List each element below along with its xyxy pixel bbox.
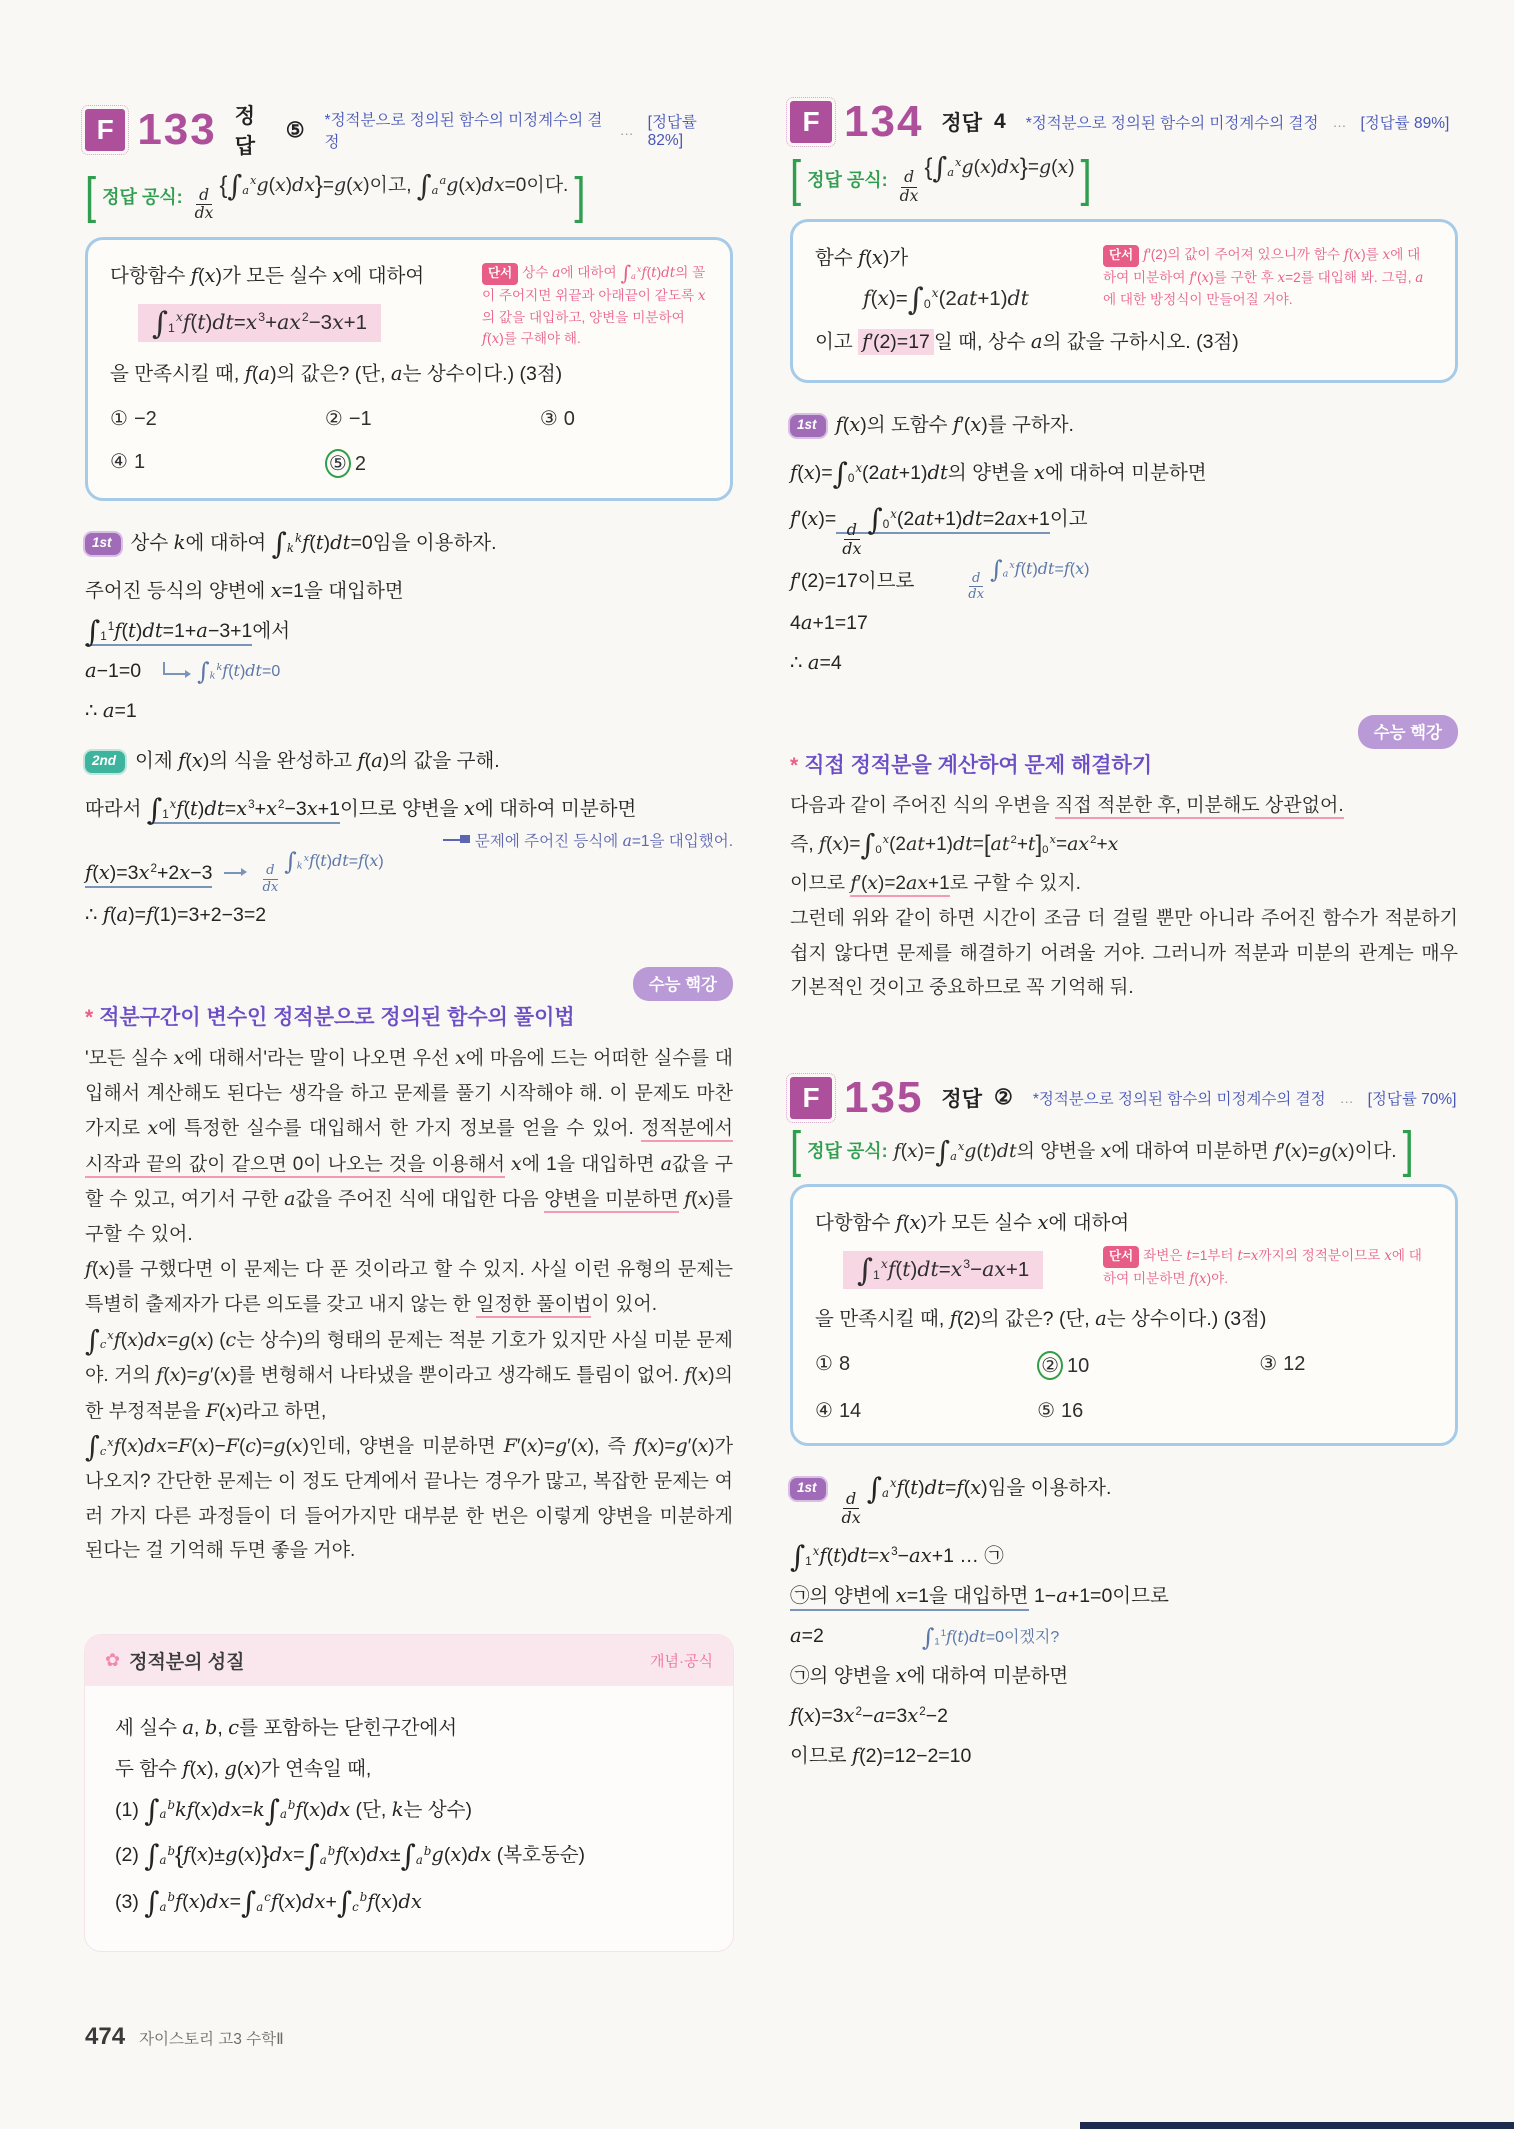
hint-note	[482, 258, 708, 351]
text-segment: '모든 실수 x에 대해서'라는 말이 나오면 우선 x에 마음에 드는 어떠한 실수를 대입해서 계산해도 된다는 생각을 하고 문제를 풀기 시작해야 해. 이 문제도 마찬가지로 x에 특정한 실수를 대입해서 한 가지 정보를 얻을 수 있어.	[85, 1046, 734, 1140]
solution-line: $f(x)=3x^2-a=3x^2-2$	[790, 1703, 948, 1727]
problem-number: 134	[844, 97, 924, 146]
underlined-equation: $f(x)=3x^2+2x-3$	[85, 862, 212, 888]
choice-value: −1	[348, 408, 372, 431]
choice-5	[1037, 1398, 1259, 1423]
formula-math: $\frac{d}{dx}$ $\{\int_a^xg(x)dx\}=g(x)$이고, $\int_a^ag(x)dx=0$이다.	[194, 169, 569, 223]
solution-line	[790, 1576, 1458, 1616]
haekgang-paragraph	[790, 789, 1458, 824]
answer-rate-badge: [정답률 70%]	[1367, 1090, 1457, 1108]
step-1-badge: 1st	[790, 1478, 826, 1500]
annotation: $\int_k^kf(t)dt=0$	[197, 657, 281, 686]
concept-box	[85, 1635, 733, 1951]
choice-marker: ②	[1041, 1355, 1060, 1378]
concept-formula: (1) $\int_a^bkf(x)dx=k\int_a^bf(x)dx$ (단, k는 상수)	[115, 1792, 472, 1827]
choice-list	[110, 406, 708, 478]
solution-line: ㉠의 양변을 x에 대하여 미분하면	[790, 1663, 1069, 1687]
dots: …	[619, 122, 634, 138]
text-segment: f(x)를 구할 수 있어.	[85, 1188, 734, 1245]
haekgang-title-text: 적분구간이 변수인 정적분으로 정의된 함수의 풀이법	[99, 1005, 575, 1029]
formula-math: $\frac{d}{dx}$ $\{\int_a^xg(x)dx\}=g(x)$	[899, 151, 1075, 205]
choice-marker: ②	[324, 408, 343, 431]
annotation: $\frac{d}{dx}$ $\int_a^xf(t)dt=f(x)$	[968, 555, 1090, 603]
solution-line: 4a+1=17	[790, 610, 868, 634]
concept-line: 세 실수 a, b, c를 포함하는 닫힌구간에서	[115, 1715, 458, 1739]
choice-value: 12	[1283, 1353, 1306, 1376]
choice-value: −2	[133, 408, 157, 431]
choice-4	[110, 449, 325, 478]
choice-4	[815, 1398, 1037, 1423]
haekgang-paragraph: 그런데 위와 같이 하면 시간이 조금 더 걸릴 뿐만 아니라 주어진 함수가 적분하기 쉽지 않다면 문제를 해결하기 어려울 거야. 그러니까 적분과 미분의 관계는 매우 기본적인 것이고 중요하므로 꼭 기억해 둬.	[790, 907, 1458, 999]
topic-label: *정적분으로 정의된 함수의 미정계수의 결정	[1032, 1090, 1326, 1108]
line-suffix: 이고	[1049, 508, 1088, 531]
step-2-badge: 2nd	[85, 751, 125, 773]
solution-line: ∴ a=1	[85, 699, 137, 723]
question-text: 을 만족시킬 때, f(2)의 값은? (단, a는 상수이다.) (3점)	[815, 1306, 1267, 1330]
hint-badge: 단서	[482, 263, 518, 285]
annotation	[475, 829, 733, 851]
elbow-arrow-icon	[163, 662, 187, 675]
arrow-icon	[224, 872, 244, 874]
page-edge-bar	[1080, 2122, 1514, 2129]
section-f-badge: F	[790, 101, 832, 143]
question-equation-highlight: $\int_1^xf(t)dt=x^3-ax+1$	[843, 1251, 1043, 1289]
line-suffix: 에서	[252, 620, 291, 643]
solution-line	[85, 611, 733, 651]
step-1-badge: 1st	[85, 533, 121, 555]
page-number: 474	[85, 2023, 126, 2050]
haekgang-pill: 수능 핵강	[1358, 715, 1458, 749]
dots: …	[1339, 1089, 1354, 1106]
selected-answer-circle	[1037, 1351, 1063, 1380]
solution-line: $f(x)=\int_0^x(2at+1)dt$의 양변을 x에 대하여 미분하면	[790, 456, 1207, 491]
problem-box-133	[85, 237, 733, 502]
haekgang-pill: 수능 핵강	[633, 967, 733, 1001]
spacer	[790, 1006, 1458, 1076]
choice-marker: ①	[110, 408, 128, 431]
answer-formula-133	[85, 170, 733, 223]
hint-text: f′(2)의 값이 주어져 있으니까 함수 f(x)를 x에 대하여 미분하여 f′(x)를 구한 후 x=2를 대입해 봐. 그럼, a에 대한 방정식이 만들어질 거야.	[1103, 246, 1424, 308]
haekgang-title	[790, 749, 1458, 779]
highlighted-value: f′(2)=17	[858, 329, 934, 355]
choice-value: 2	[354, 453, 366, 476]
line-suffix: 1−a+1=0이므로	[1028, 1583, 1169, 1607]
choice-value: 10	[1067, 1355, 1090, 1378]
choice-value: 8	[838, 1353, 851, 1376]
underlined-equation: $\int_1^xf(t)dt=x^3+x^2-3x+1$	[146, 792, 340, 827]
line-prefix: 따라서	[85, 798, 147, 821]
underlined-equation: $\int_1^1f(t)dt=1+a-3+1$	[85, 614, 253, 649]
concept-box-title: 정적분의 성질	[129, 1651, 245, 1673]
concept-formula-tag: 개념·공식	[650, 1652, 713, 1670]
underlined-segment: 직접 적분한 후, 미분해도 상관없어.	[1055, 795, 1344, 819]
answer-label: 정답	[941, 1087, 982, 1111]
asterisk-icon: *	[85, 1005, 94, 1029]
haekgang-paragraph: $\int_c^xf(x)dx=F(x)-F(c)=g(x)$인데, 양변을 미분하면 F′(x)=g′(x), 즉 f(x)=g′(x)가 나오지? 간단한 문제는 이 정도 단계에서 끝나는 경우가 많고, 복잡한 문제는 여러 가지 다른 과정들이 더 들어가지만 대부분 한 번은 이렇게 양변을 미분하게 된다는 걸 기억해 두면 좋을 거야.	[85, 1430, 733, 1562]
formula-label: 정답 공식:	[807, 170, 888, 191]
step-1-text: 상수 k에 대하여 $\int_k^kf(t)dt=0$임을 이용하자.	[130, 526, 497, 561]
step-2-text: 이제 f(x)의 식을 완성하고 f(a)의 값을 구해.	[135, 749, 500, 773]
topic-label: *정적분으로 정의된 함수의 미정계수의 결정	[324, 112, 603, 151]
problem-135-header	[790, 1072, 1458, 1122]
question-text: 다항함수 f(x)가 모든 실수 x에 대하여	[815, 1210, 1130, 1234]
hint-note	[1103, 240, 1433, 318]
problem-number: 133	[137, 105, 217, 154]
topic-label: *정적분으로 정의된 함수의 미정계수의 결정	[1025, 115, 1319, 132]
asterisk-icon: *	[790, 753, 799, 777]
problem-number: 135	[844, 1072, 924, 1122]
text-segment: f(x)를 구했다면 이 문제는 다 푼 것이라고 할 수 있지. 사실 이런 유형의 문제는 특별히 출제자가 다른 의도를 갖고 내지 않는 한	[85, 1258, 733, 1316]
line-suffix: 이므로 양변을 x에 대하여 미분하면	[339, 797, 637, 821]
choice-2	[325, 406, 540, 431]
problem-133-header	[85, 100, 733, 160]
choice-marker: ③	[1259, 1353, 1278, 1376]
choice-3	[1259, 1351, 1433, 1380]
solution-line	[790, 499, 1458, 559]
choice-1	[815, 1351, 1037, 1380]
formula-math: $f(x)=\int_a^xg(t)dt$의 양변을 x에 대하여 미분하면 f′(x)=g(x)이다.	[893, 1134, 1397, 1168]
answer-formula-135	[790, 1122, 1458, 1178]
haekgang-paragraph	[85, 1041, 733, 1252]
choice-value: 1	[133, 451, 146, 474]
answer-rate-badge: [정답률 89%]	[1360, 115, 1450, 132]
dots: …	[1332, 114, 1347, 130]
underlined-segment: f′(x)=2ax+1	[850, 873, 949, 897]
solution-135	[790, 1468, 1458, 1776]
answer-formula-134	[790, 151, 1458, 207]
haekgang-paragraph	[85, 1252, 733, 1322]
solution-line: 주어진 등식의 양변에 x=1을 대입하면	[85, 579, 404, 603]
annotation: $\int_1^1f(t)dt=0$이겠지?	[921, 1623, 1060, 1652]
arrow-icon	[443, 839, 463, 841]
concept-formula: (3) $\int_a^bf(x)dx=\int_a^cf(x)dx+\int_c^bf(x)dx$	[115, 1885, 422, 1920]
underlined-text: ㉠의 양변에 x=1을 대입하면	[790, 1585, 1029, 1611]
text-segment: 로 구할 수 있지.	[949, 873, 1081, 895]
haekgang-paragraph	[790, 866, 1458, 902]
question-text	[815, 324, 1433, 360]
underlined-segment: 양변을 미분하면	[544, 1189, 678, 1213]
underlined-segment: 일정한 풀이법	[476, 1294, 591, 1318]
haekgang-title	[85, 1001, 733, 1031]
answer-rate-badge: [정답률 82%]	[647, 114, 697, 149]
question-text: 다항함수 f(x)가 모든 실수 x에 대하여	[110, 263, 425, 287]
underlined-equation: $\frac{d}{dx}$ $\int_0^x(2at+1)dt=2ax+1$	[836, 508, 1050, 534]
concept-box-header	[85, 1635, 733, 1686]
hint-badge: 단서	[1103, 1246, 1139, 1268]
choice-marker: ⑤	[328, 453, 347, 476]
annotation: $\frac{d}{dx}$ $\int_k^xf(t)dt=f(x)$	[262, 847, 384, 895]
solution-line: $\int_1^xf(t)dt=x^3-ax+1$ … ㉠	[790, 1539, 1004, 1574]
choice-value: 0	[563, 408, 575, 431]
text-segment: 이 있어.	[591, 1294, 657, 1316]
text-segment: x에 1을 대입하면 a값을 구할 수 있고, 여기서 구한 a값을 주어진 식에 대입한 다음	[85, 1152, 733, 1211]
solution-line: 이므로 f(2)=12−2=10	[790, 1743, 972, 1767]
text-segment: 일 때, 상수 a의 값을 구하시오. (3점)	[933, 330, 1239, 353]
haekgang-formula: 즉, $f(x)=\int_0^x(2at+1)dt=[at^2+t]_0^x=ax^2+x$	[790, 828, 1119, 862]
concept-formula: (2) $\int_a^b\{f(x)\pm g(x)\}dx=\int_a^bf(x)dx\pm\int_a^bg(x)dx$ (복호동순)	[115, 1838, 586, 1873]
step-1-badge: 1st	[790, 415, 826, 437]
problem-box-135	[790, 1184, 1458, 1446]
formula-label: 정답 공식:	[102, 187, 183, 208]
hint-note	[1103, 1241, 1433, 1295]
hint-text: 좌변은 t=1부터 t=x까지의 정적분이므로 x에 대하여 미분하면 f(x)야.	[1103, 1247, 1422, 1288]
section-f-badge: F	[790, 1077, 832, 1119]
book-title: 자이스토리 고3 수학Ⅱ	[139, 2031, 284, 2048]
choice-marker: ①	[815, 1353, 833, 1376]
choice-3	[540, 406, 708, 431]
text-segment: 이므로	[790, 873, 851, 895]
question-equation-highlight: $\int_1^xf(t)dt=x^3+ax^2-3x+1$	[138, 304, 381, 342]
answer-value: ⑤	[285, 118, 305, 142]
solution-133	[85, 523, 733, 935]
choice-marker: ③	[539, 408, 558, 431]
selected-answer-circle	[325, 449, 351, 478]
problem-134-header	[790, 97, 1458, 146]
solution-line: ∴ f(a)=f(1)=3+2−3=2	[85, 902, 267, 926]
haekgang-paragraph: $\int_c^xf(x)dx=g(x)$ (c는 상수)의 형태의 문제는 적분 기호가 있지만 사실 미분 문제야. 거의 f(x)=g′(x)를 변형해서 나타냈을 뿐이라고 생각해도 틀림이 없어. f(x)의 한 부정적분을 F(x)라고 하면,	[85, 1323, 733, 1422]
text-segment: 다음과 같이 주어진 식의 우변을	[790, 794, 1055, 816]
choice-list	[815, 1351, 1433, 1423]
right-bracket: ]	[1080, 151, 1092, 207]
left-bracket: [	[790, 1122, 802, 1178]
choice-marker: ④	[110, 451, 128, 474]
text-segment: 이고	[815, 331, 859, 353]
right-bracket: ]	[574, 168, 586, 224]
annotation-text: 문제에 주어진 등식에 a=1을 대입했어.	[474, 832, 733, 851]
line-prefix: f′(x)=	[790, 507, 837, 531]
haekgang-title-text: 직접 정적분을 계산하여 문제 해결하기	[804, 753, 1153, 777]
problem-box-134	[790, 219, 1458, 383]
solution-line: ∴ a=4	[790, 650, 842, 674]
concept-box-body	[85, 1686, 733, 1951]
formula-label: 정답 공식:	[807, 1140, 888, 1161]
question-text: 을 만족시킬 때, f(a)의 값은? (단, a는 상수이다.) (3점)	[110, 362, 563, 386]
right-bracket: ]	[1402, 1122, 1414, 1178]
answer-value: ②	[994, 1086, 1013, 1110]
choice-value: 14	[838, 1400, 862, 1423]
step-1-text: f(x)의 도함수 f′(x)를 구하자.	[835, 413, 1074, 437]
underlined-segment: 정적분에서 시작과 끝의 값이 같으면 0이 나오는 것을 이용해서	[85, 1118, 733, 1178]
solution-line: a−1=0	[85, 659, 142, 683]
answer-label: 정답	[941, 112, 982, 135]
solution-line: a=2	[790, 1623, 824, 1647]
concept-line: 두 함수 f(x), g(x)가 연속일 때,	[115, 1756, 372, 1780]
hint-text: 상수 a에 대하여 $\int_a^xf(t)dt$의 꼴이 주어지면 위끝과 아래끝이 같도록 x의 값을 대입하고, 양변을 미분하여 f(x)를 구해야 해.	[482, 260, 706, 348]
question-text: 함수 f(x)가	[815, 245, 909, 269]
right-column	[790, 97, 1458, 1776]
answer-value: 4	[994, 110, 1006, 133]
haekgang-134	[790, 723, 1458, 1006]
page-footer	[85, 2023, 284, 2051]
choice-1	[110, 406, 325, 431]
left-column	[85, 100, 733, 1951]
haekgang-133	[85, 975, 733, 1569]
solution-line: f′(2)=17이므로	[790, 568, 915, 592]
choice-marker: ⑤	[1037, 1400, 1056, 1423]
choice-value: 16	[1061, 1400, 1084, 1423]
answer-label: 정답	[234, 105, 256, 158]
choice-5-selected	[325, 449, 540, 478]
step-1-text: $\frac{d}{dx}$ $\int_a^xf(t)dt=f(x)$임을 이용하자.	[841, 1471, 1112, 1528]
question-equation: $f(x)=\int_0^x(2at+1)dt$	[863, 281, 1029, 318]
hint-badge: 단서	[1103, 245, 1139, 267]
choice-marker: ④	[815, 1400, 833, 1423]
solution-line	[85, 789, 733, 829]
left-bracket: [	[85, 168, 97, 224]
choice-2-selected	[1037, 1351, 1259, 1380]
left-bracket: [	[790, 151, 802, 207]
section-f-badge: F	[85, 109, 125, 151]
solution-134	[790, 405, 1458, 682]
flower-icon: ✿	[105, 1649, 121, 1670]
